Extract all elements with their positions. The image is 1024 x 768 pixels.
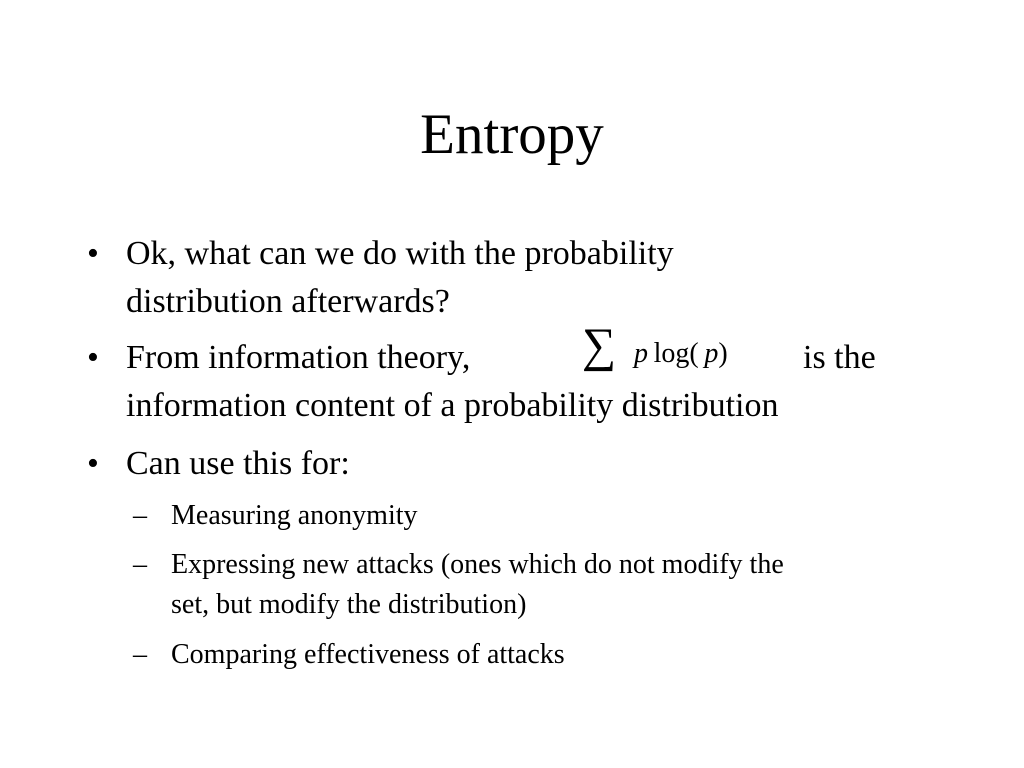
- bullet-1: [87, 230, 987, 326]
- sub-item-marker: –: [133, 500, 147, 531]
- bullet-marker: •: [87, 235, 99, 272]
- sub-item-2: [133, 545, 993, 625]
- bullet-text-line: information content of a probability distribution: [126, 387, 779, 424]
- formula-expression: [634, 334, 728, 374]
- summation-sign: ∑: [582, 319, 617, 372]
- entropy-formula: [582, 319, 772, 378]
- formula-log: log(: [653, 338, 699, 369]
- bullet-text-after-formula: is the: [803, 339, 876, 376]
- sub-item-marker: –: [133, 549, 147, 580]
- sub-item-text-line: Measuring anonymity: [171, 500, 418, 531]
- formula-p: p: [704, 338, 719, 369]
- sub-item-1: [133, 496, 993, 536]
- bullet-text-line: distribution afterwards?: [126, 283, 450, 320]
- bullet-marker: •: [87, 339, 99, 376]
- formula-p: p: [634, 338, 648, 369]
- bullet-text-line: Ok, what can we do with the probability: [126, 235, 674, 272]
- sub-item-text-line: Expressing new attacks (ones which do not modify the: [171, 549, 784, 580]
- bullet-3: [87, 440, 987, 488]
- bullet-marker: •: [87, 445, 99, 482]
- sub-item-text-line: Comparing effectiveness of attacks: [171, 639, 565, 670]
- bullet-text-line: Can use this for:: [126, 445, 350, 482]
- sub-item-3: [133, 635, 993, 675]
- sub-item-text-line: set, but modify the distribution): [171, 589, 527, 620]
- slide-title: Entropy: [420, 103, 604, 166]
- bullet-text-before-formula: From information theory,: [126, 339, 471, 376]
- formula-close: ): [718, 338, 728, 369]
- bullet-2: [87, 319, 987, 430]
- sub-item-marker: –: [133, 639, 147, 670]
